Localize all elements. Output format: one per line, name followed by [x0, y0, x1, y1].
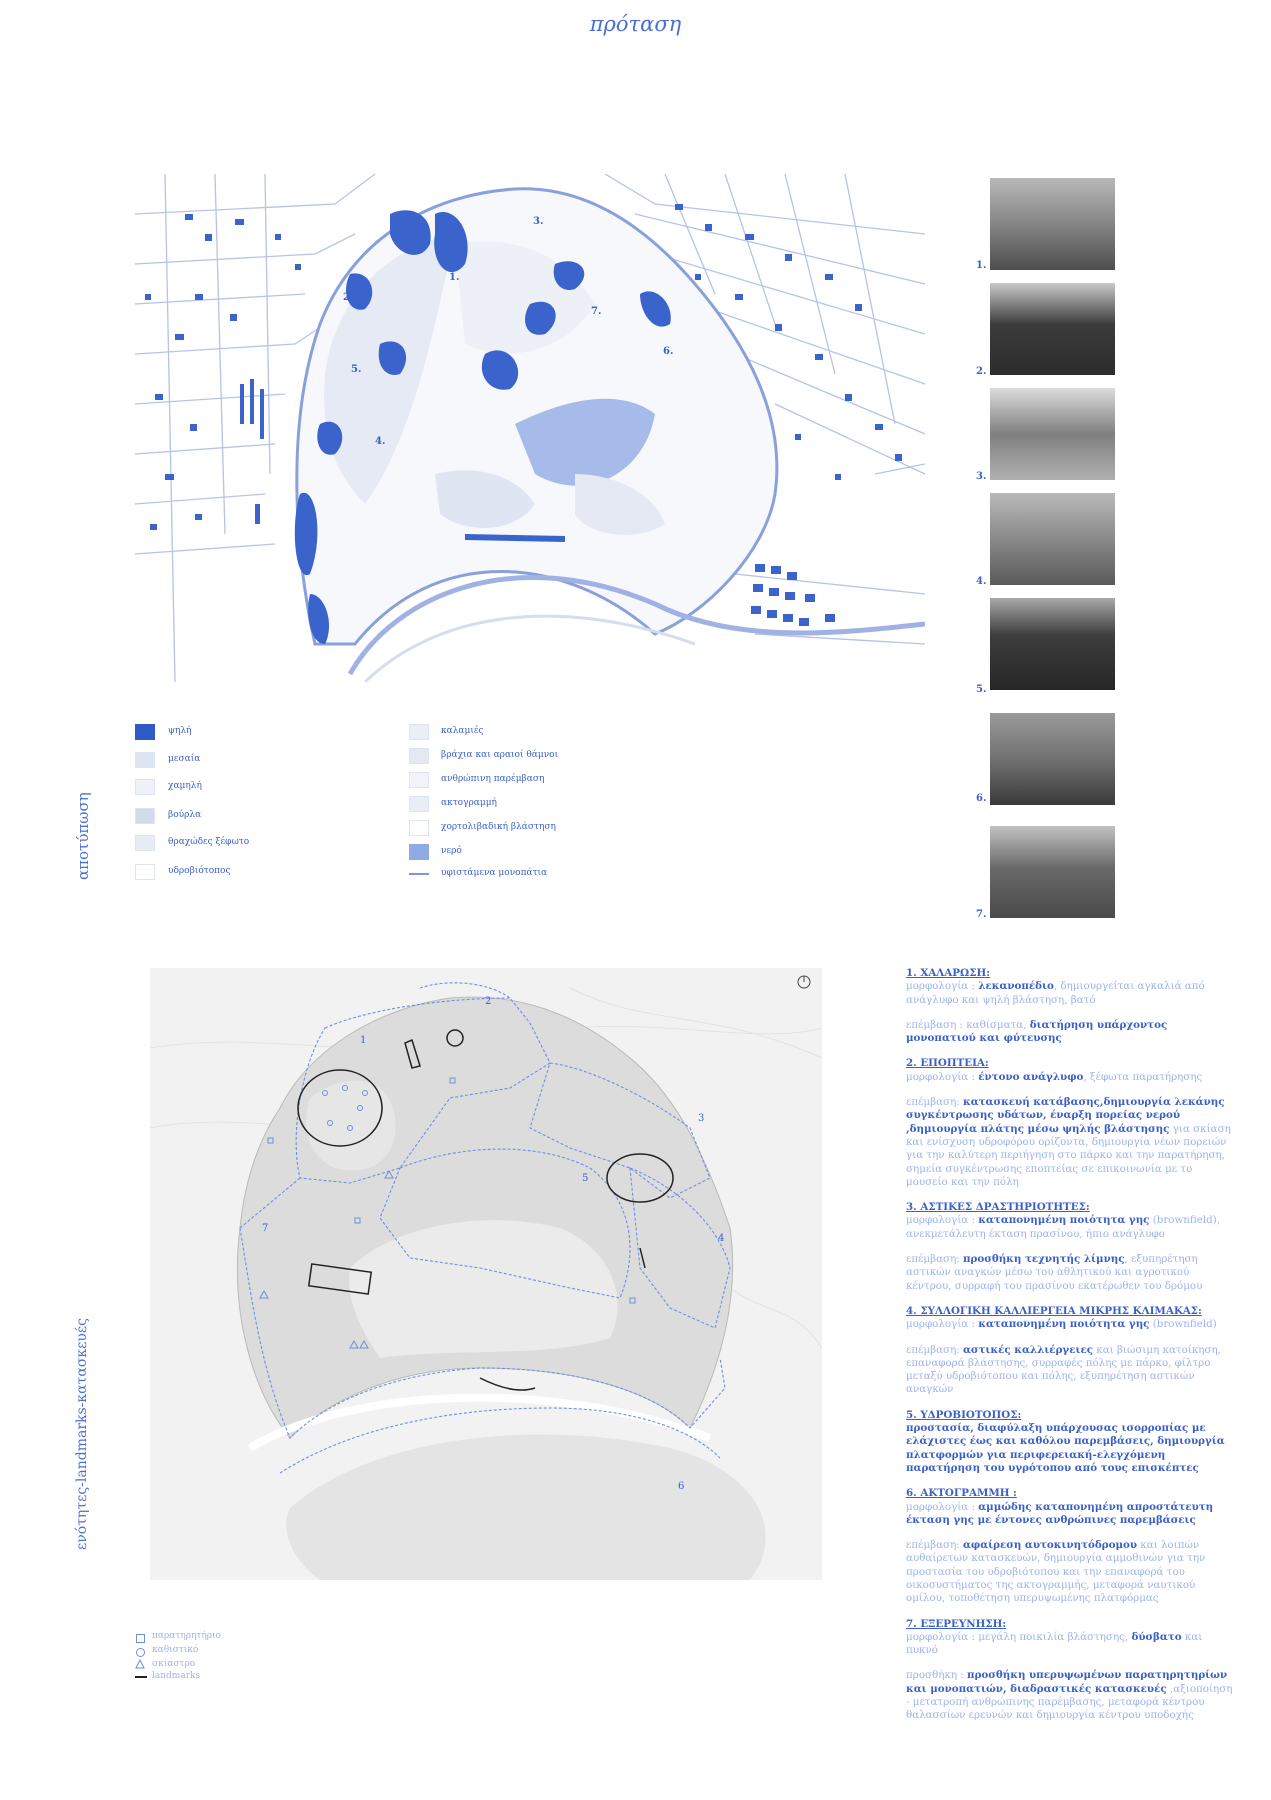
seating-icon: [136, 1648, 145, 1657]
survey-side-label: αποτύπωση: [74, 792, 92, 880]
section-4-interv: επέμβαση: αστικές καλλιέργειες και βιώσιμη κατοίκηση, επαναφορά βλάστησης, συρραφές πόλης με πάρκο, φίλτρο μεταξύ υδροβιότοπου και πόλης, εξυπηρέτηση αστικών αναγκών: [906, 1343, 1221, 1396]
legend-swatch: [135, 864, 155, 880]
units-description: [906, 967, 1236, 1735]
section-4-morph: 4. ΣΥΛΛΟΓΙΚΗ ΚΑΛΛΙΕΡΓΕΙΑ ΜΙΚΡΗΣ ΚΛΙΜΑΚΑΣ: μορφολογία : καταπονημένη ποιότητα γης (brownfield): [906, 1305, 1236, 1332]
map-label-5: 5.: [351, 364, 362, 375]
section-7-interv: προσθήκη : προσθήκη υπερυψωμένων παρατηρητηρίων και μονοπατιών, διαδραστικές κατασκευές ,αξιοποίηση - μετατροπή ανθρώπινης παρέμβασης, μεταφορά κέντρου θαλασσίων ερευνών και δημιουργία κέντρου υποδοχής: [906, 1669, 1233, 1722]
legend-label: ακτογραμμή: [441, 798, 497, 808]
section-3-interv: επέμβαση: προσθήκη τεχνητής λίμνης, εξυπηρέτηση αστικών αναγκών μέσω του αθλητικού και αγροτικού κέντρου, συρραφή του πρασίνου εκατέρωθεν του δρόμου: [906, 1253, 1203, 1292]
photo-5: [990, 598, 1115, 690]
photo-4: [990, 493, 1115, 585]
legend-swatch: [135, 808, 155, 824]
legend-label: χαμηλή: [168, 781, 202, 791]
survey-map: [135, 174, 925, 682]
photo-1: [990, 178, 1115, 270]
section-heading: 4. ΣΥΛΛΟΓΙΚΗ ΚΑΛΛΙΕΡΓΕΙΑ ΜΙΚΡΗΣ ΚΛΙΜΑΚΑΣ:: [906, 1304, 1202, 1317]
section-3-morph: 3. ΑΣΤΙΚΕΣ ΔΡΑΣΤΗΡΙΟΤΗΤΕΣ: μορφολογία : καταπονημένη ποιότητα γης (brownfield), ανεκμετάλευτη έκταση πρασίνου, ήπιο ανάγλυφο: [906, 1201, 1236, 1241]
photo-number: 6.: [976, 793, 987, 804]
map-label-6: 6.: [663, 346, 674, 357]
section-1-interv: επέμβαση : καθίσματα, διατήρηση υπάρχοντος μονοπατιού και φύτευσης: [906, 1018, 1168, 1045]
photo-3: [990, 388, 1115, 480]
observatory-icon: [136, 1634, 145, 1643]
section-5-morph: 5. ΥΔΡΟΒΙΟΤΟΠΟΣ: προστασία, διαφύλαξη υπάρχουσας ισορροπίας με ελάχιστες έως και καθόλου παρεμβάσεις, δημιουργία πλατφορμών για περιφερειακή-ελεγχόμενη παρατήρηση του υγρότοπου από τους επισκέπτες: [906, 1409, 1236, 1475]
map-label-4: 4.: [375, 436, 386, 447]
legend-label: θραχώδες ξέφωτο: [168, 837, 250, 847]
legend-swatch: [135, 835, 155, 851]
map-label-1: 1.: [449, 272, 460, 283]
photo-7: [990, 826, 1115, 918]
unit-label-6: 6: [678, 1481, 685, 1492]
legend-swatch: [135, 724, 155, 740]
section-heading: 3. ΑΣΤΙΚΕΣ ΔΡΑΣΤΗΡΙΟΤΗΤΕΣ:: [906, 1201, 1090, 1214]
unit-label-5: 5: [582, 1173, 589, 1184]
map-label-2: 2.: [343, 292, 354, 303]
legend-shade: σκίαστρο: [152, 1659, 196, 1669]
legend-landmarks: landmarks: [152, 1671, 201, 1681]
shade-icon: [135, 1659, 145, 1669]
unit-label-4: 4: [718, 1233, 725, 1244]
map-label-7: 7.: [591, 306, 602, 317]
legend-swatch: [409, 748, 429, 764]
unit-label-7: 7: [262, 1223, 269, 1234]
legend-label: βράχια και αραιοί θάμνοι: [441, 750, 559, 760]
legend-swatch: [135, 752, 155, 768]
section-heading: 7. ΕΞΕΡΕΥΝΗΣΗ:: [906, 1617, 1007, 1630]
section-2-morph: 2. ΕΠΟΠΤΕΙΑ: μορφολογία : έντονο ανάγλυφο, ξέφωτα παρατήρησης: [906, 1057, 1236, 1084]
legend-line-swatch: [409, 873, 429, 875]
photo-2: [990, 283, 1115, 375]
landmark-line-icon: [135, 1676, 147, 1678]
photo-number: 7.: [976, 909, 987, 920]
section-heading: 5. ΥΔΡΟΒΙΟΤΟΠΟΣ:: [906, 1408, 1022, 1421]
section-heading: 1. ΧΑΛΑΡΩΣΗ:: [906, 967, 991, 979]
legend-swatch: [409, 796, 429, 812]
legend-label: καλαμιές: [441, 726, 484, 736]
units-side-label: ενότητες-landmarks-κατασκευές: [74, 1318, 90, 1550]
section-heading: 2. ΕΠΟΠΤΕΙΑ:: [906, 1057, 989, 1070]
unit-label-2: 2: [485, 996, 492, 1007]
legend-label: υφιστάμενα μονοπάτια: [441, 868, 548, 878]
legend-swatch: [409, 772, 429, 788]
photo-number: 3.: [976, 471, 987, 482]
legend-swatch: [409, 820, 429, 836]
photo-number: 1.: [976, 260, 987, 271]
legend-label: υδροβιότοπος: [168, 866, 231, 876]
photo-number: 2.: [976, 366, 987, 377]
map-label-3: 3.: [533, 216, 544, 227]
legend-swatch: [135, 779, 155, 795]
legend-label: ψηλή: [168, 726, 192, 736]
legend-swatch: [409, 724, 429, 740]
legend-label: βούρλα: [168, 810, 202, 820]
section-heading: 6. ΑΚΤΟΓΡΑΜΜΗ :: [906, 1487, 1017, 1500]
legend-label: νερό: [441, 846, 462, 856]
page-title: πρόταση: [589, 12, 682, 36]
photo-number: 4.: [976, 576, 987, 587]
section-1-morph: 1. ΧΑΛΑΡΩΣΗ: μορφολογία : λεκανοπέδιο, δημιουργείται αγκαλιά από ανάγλυφο και ψηλή βλάστηση, βατό: [906, 967, 1236, 1007]
section-2-interv: επέμβαση: κατασκευή κατάβασης,δημιουργία λεκάνης συγκέντρωσης υδάτων, έναρξη πορείας νερού ,δημιουργία πλάτης μέσω ψηλής βλάστησης για σκίαση και ενίσχυση υδροφόρου ορίζοντα, δημιουργία νέων πορειών για την καλύτερη περιήγηση στο πάρκο και την παρατήρηση, σημεία συγκέντρωσης εποπτείας σε επικοινωνία με το μουσείο και την πόλη: [906, 1096, 1231, 1188]
unit-label-1: 1: [360, 1035, 367, 1046]
legend-label: μεσαία: [168, 754, 201, 764]
photo-number: 5.: [976, 684, 987, 695]
legend-observatory: παρατηρητήριο: [152, 1631, 222, 1641]
section-6-interv: επέμβαση: αφαίρεση αυτοκινητόδρομου και λοιπών αυθαίρετων κατασκευών, δημιουργία αμμοθινών για την προστασία του υδροβιότοπου και την επαναφορά του οικοσυστήματος της ακτογραμμής, μεταφορά ναυτικού ομίλου, τοποθέτηση υπερυψωμένης πλατφόρμας: [906, 1539, 1206, 1605]
legend-seating: καθιστικό: [152, 1645, 199, 1655]
section-6-morph: 6. ΑΚΤΟΓΡΑΜΜΗ : μορφολογία : αμμώδης καταπονημένη απροστάτευτη έκταση γης με έντονες ανθρώπινες παρεμβάσεις: [906, 1487, 1236, 1527]
photo-6: [990, 713, 1115, 805]
legend-label: ανθρώπινη παρέμβαση: [441, 774, 545, 784]
section-7-morph: 7. ΕΞΕΡΕΥΝΗΣΗ: μορφολογία : μεγάλη ποικιλία βλάστησης, δύσβατο και πυκνό: [906, 1618, 1236, 1658]
units-map: [150, 968, 822, 1580]
legend-label: χορτολιβαδική βλάστηση: [441, 822, 556, 832]
unit-label-3: 3: [698, 1113, 705, 1124]
legend-swatch: [409, 844, 429, 860]
